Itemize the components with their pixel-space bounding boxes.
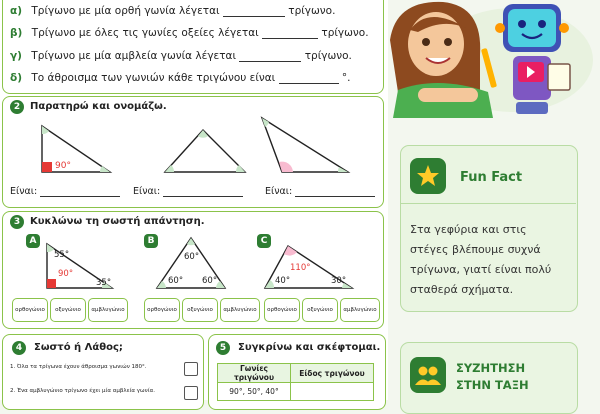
section-number: 5 <box>216 341 230 355</box>
q1-alpha: α) Τρίγωνο με μία ορθή γωνία λέγεται τρίγωνο. <box>10 5 336 17</box>
angle-label: 60° <box>202 276 218 286</box>
option-orthogonio[interactable]: ορθογώνιο <box>264 298 300 322</box>
option-orthogonio[interactable]: ορθογώνιο <box>12 298 48 322</box>
tf-checkbox[interactable] <box>184 362 198 376</box>
option-oxygonio[interactable]: οξυγώνιο <box>182 298 218 322</box>
fun-fact-line: Στα γεφύρια και στις <box>410 223 527 236</box>
section-3-triangles <box>0 232 388 292</box>
fun-fact-line: τρίγωνα, γιατί είναι πολύ <box>410 263 552 276</box>
section-title: Παρατηρώ και ονομάζω. <box>30 101 167 112</box>
section-number: 2 <box>10 100 24 114</box>
answer-blank[interactable] <box>262 38 318 39</box>
angle-label: 110° <box>290 263 311 273</box>
option-oxygonio[interactable]: οξυγώνιο <box>50 298 86 322</box>
q1-gamma: γ) Τρίγωνο με μία αμβλεία γωνία λέγεται τρίγωνο. <box>10 50 352 62</box>
fun-fact-title: Fun Fact <box>460 170 523 185</box>
option-oxygonio[interactable]: οξυγώνιο <box>302 298 338 322</box>
angle-label: 90° <box>58 269 74 279</box>
option-amvlygonio[interactable]: αμβλυγώνιο <box>340 298 380 322</box>
section-number: 4 <box>12 341 26 355</box>
tf-checkbox[interactable] <box>184 386 198 400</box>
angle-label: 60° <box>168 276 184 286</box>
angle-label: 40° <box>275 276 291 286</box>
fun-fact-line: σταθερά σχήματα. <box>410 283 514 296</box>
table-header: Είδος τριγώνου <box>291 364 374 383</box>
fun-fact-text <box>410 220 551 300</box>
answer-blank[interactable] <box>40 196 120 197</box>
q1-delta: δ) Το άθροισμα των γωνιών κάθε τριγώνου είναι °. <box>10 72 351 84</box>
section-title: Κυκλώνω τη σωστή απάντηση. <box>30 216 205 227</box>
badge-c: C <box>257 234 271 248</box>
discussion-icon-box <box>410 357 446 393</box>
table-cell-answer[interactable] <box>291 383 374 401</box>
section-number: 3 <box>10 215 24 229</box>
badge-b: B <box>144 234 158 248</box>
eimai-label-3: Είναι: <box>265 186 375 197</box>
section-2-triangles <box>0 110 388 180</box>
answer-blank[interactable] <box>223 16 285 17</box>
eimai-label-1: Είναι: <box>10 186 120 197</box>
option-orthogonio[interactable]: ορθογώνιο <box>144 298 180 322</box>
comparison-table <box>217 363 374 401</box>
answer-blank[interactable] <box>239 61 301 62</box>
star-icon <box>410 158 446 194</box>
option-amvlygonio[interactable]: αμβλυγώνιο <box>88 298 128 322</box>
tf-statement: 2. Ένα αμβλυγώνιο τρίγωνο έχει μία αμβλεία γωνία. <box>10 388 155 394</box>
discussion-title-line: ΣΥΖΗΤΗΣΗ <box>456 361 526 375</box>
answer-blank[interactable] <box>295 196 375 197</box>
eimai-label-2: Είναι: <box>133 186 243 197</box>
discussion-title <box>456 360 529 394</box>
table-header: Γωνίες τριγώνου <box>218 364 291 383</box>
girl-robot-illustration <box>388 0 600 118</box>
badge-a: A <box>26 234 40 248</box>
fun-fact-line: στέγες βλέπουμε συχνά <box>410 243 541 256</box>
discussion-title-line: ΣΤΗΝ ΤΑΞΗ <box>456 378 529 392</box>
tf-statement: 1. Όλα τα τρίγωνα έχουν άθροισμα γωνιών 180°. <box>10 364 147 370</box>
angle-label: 55° <box>54 250 70 260</box>
angle-label: 30° <box>331 276 347 286</box>
answer-blank[interactable] <box>163 196 243 197</box>
option-amvlygonio[interactable]: αμβλυγώνιο <box>220 298 260 322</box>
table-cell: 90°, 50°, 40° <box>218 383 291 401</box>
people-icon <box>410 357 446 393</box>
angle-label: 60° <box>184 252 200 262</box>
section-title: Συγκρίνω και σκέφτομαι. <box>238 342 381 353</box>
angle-label: 90° <box>55 161 71 171</box>
q1-beta: β) Τρίγωνο με όλες τις γωνίες οξείες λέγεται τρίγωνο. <box>10 27 369 39</box>
section-title: Σωστό ή Λάθος; <box>34 342 123 353</box>
right-sidebar <box>388 0 600 400</box>
answer-blank[interactable] <box>279 83 339 84</box>
fun-fact-divider <box>400 203 576 204</box>
angle-label: 35° <box>96 278 112 288</box>
fun-fact-icon-box <box>410 158 446 194</box>
